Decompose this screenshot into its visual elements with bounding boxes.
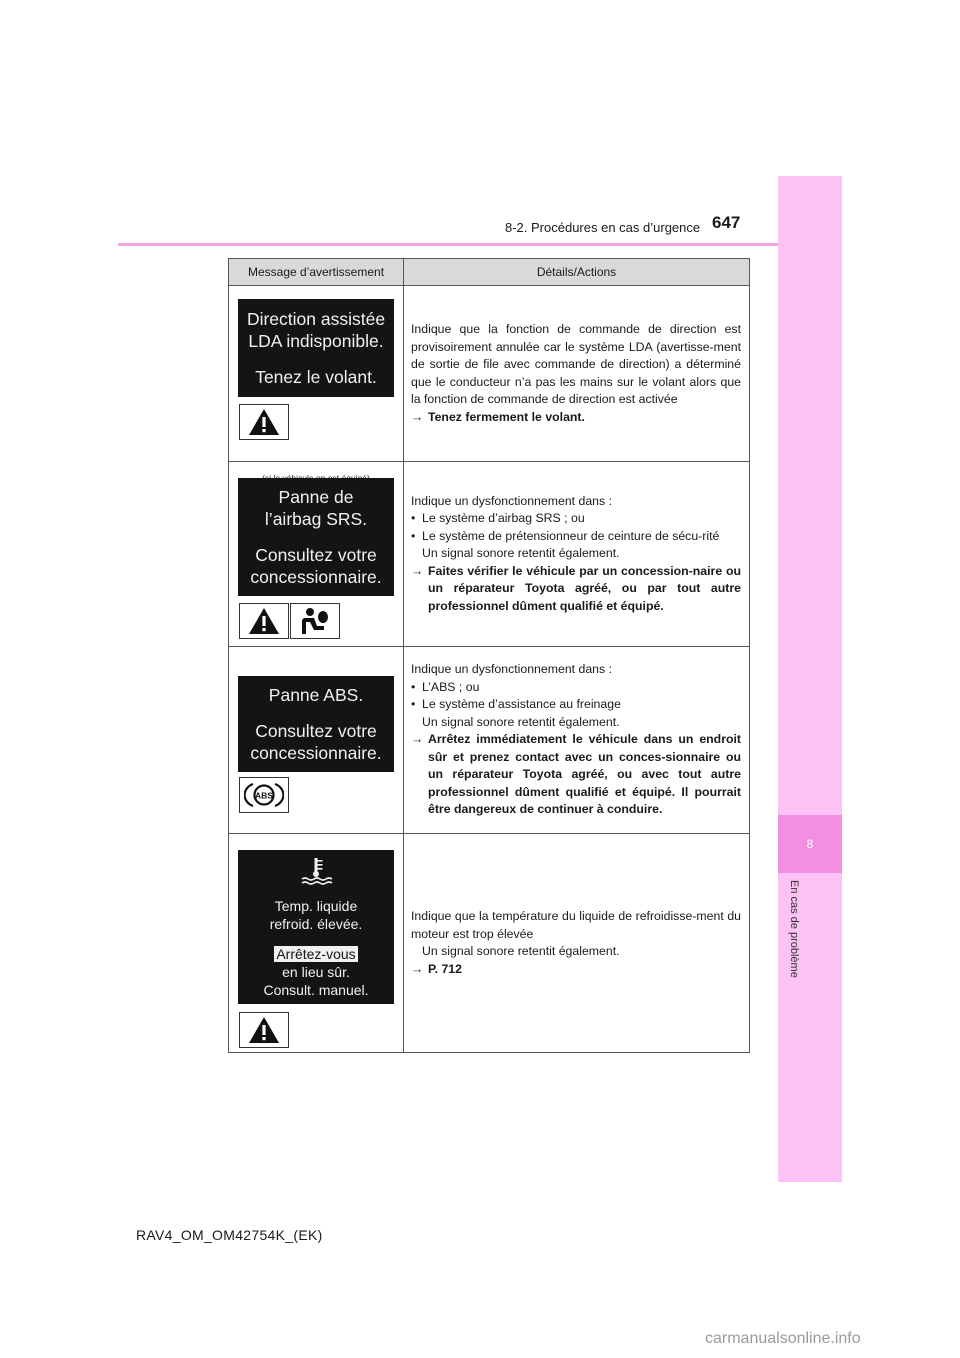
section-title: 8-2. Procédures en cas d’urgence — [505, 220, 701, 235]
side-tab-label: En cas de problème — [788, 880, 800, 978]
screen-line: Panne de — [278, 487, 354, 507]
screen-line: Consultez votre — [255, 545, 377, 565]
warning-table — [228, 258, 750, 1053]
display-screen — [238, 478, 394, 596]
table-header-row — [229, 259, 750, 286]
warning-triangle-icon — [239, 1012, 289, 1048]
svg-text:ABS: ABS — [255, 790, 273, 801]
display-screen — [238, 676, 394, 772]
screen-line: l’airbag SRS. — [264, 509, 368, 529]
extra-text: Un signal sonore retentit également. — [422, 714, 620, 729]
warning-triangle-icon — [239, 404, 289, 440]
list-item: • Le système d’assistance au freinage — [411, 697, 621, 712]
watermark: carmanualsonline.info — [705, 1330, 861, 1347]
screen-line: LDA indisponible. — [248, 331, 384, 351]
column-header-details: Détails/Actions — [404, 259, 750, 286]
table-row — [229, 834, 750, 1053]
arrow-icon: → — [411, 563, 424, 578]
screen-line: Direction assistée — [246, 309, 386, 329]
action-text: → Arrêtez immédiatement le véhicule dans un endroit sûr et prenez contact avec un conces-sionnaire ou un réparateur Toyota agréé, ou avec tout autre professionnel dûment qualifié et équipé. Il pourrait être dangereux de continuer à conduire. — [411, 731, 741, 819]
arrow-icon: → — [411, 732, 424, 747]
table-row — [229, 286, 750, 462]
table-row — [229, 647, 750, 834]
abs-icon — [239, 777, 289, 813]
screen-line: refroid. élevée. — [269, 915, 363, 932]
details-cell — [404, 834, 750, 1053]
message-cell — [229, 286, 404, 462]
list-item: • L’ABS ; ou — [411, 679, 480, 694]
header-rule — [118, 243, 842, 246]
arrow-icon: → — [411, 961, 424, 976]
extra-text: Un signal sonore retentit également. — [422, 546, 620, 561]
action-text: → Faites vérifier le véhicule par un concession-naire ou un réparateur Toyota agréé, ou par tout autre professionnel dûment qualifié et équipé. — [411, 563, 741, 616]
description-text: Indique que la température du liquide de refroidisse-ment du moteur est trop élevée — [411, 909, 741, 941]
description-text: Indique que la fonction de commande de direction est provisoirement annulée car le système LDA (avertisse-ment de sortie de file avec commande de direction) a déterminé que le conducteur n’a pas les mains sur le volant alors que la fonction de commande de direction est activée — [411, 322, 741, 406]
side-tab — [778, 176, 842, 1182]
coolant-temperature-icon — [298, 856, 334, 891]
screen-line: en lieu sûr. — [282, 963, 350, 980]
details-cell — [404, 462, 750, 647]
screen-line: Consult. manuel. — [263, 981, 369, 998]
message-cell — [229, 834, 404, 1053]
list-item: • Le système d’airbag SRS ; ou — [411, 511, 585, 526]
display-screen — [238, 850, 394, 1004]
screen-line: Consultez votre — [255, 721, 377, 741]
side-tab-number: 8 — [778, 815, 842, 873]
details-cell — [404, 647, 750, 834]
list-item: • Le système de prétensionneur de ceinture de sécu-rité — [411, 528, 720, 543]
message-cell — [229, 462, 404, 647]
extra-text: Un signal sonore retentit également. — [422, 944, 620, 958]
column-header-message: Message d’avertissement — [229, 259, 404, 286]
action-text: → Tenez fermement le volant. — [411, 409, 741, 427]
document-code: RAV4_OM_OM42754K_(EK) — [136, 1227, 323, 1243]
action-text: → P. 712 — [411, 961, 741, 979]
table-row — [229, 462, 750, 647]
page-number: 647 — [712, 213, 741, 232]
screen-line: Tenez le volant. — [255, 367, 377, 387]
screen-line: concessionnaire. — [250, 567, 382, 587]
screen-line: Temp. liquide — [274, 897, 358, 914]
warning-triangle-icon — [239, 603, 289, 639]
intro-text: Indique un dysfonctionnement dans : — [411, 493, 612, 508]
message-cell — [229, 647, 404, 834]
details-cell — [404, 286, 750, 462]
arrow-icon: → — [411, 409, 424, 424]
screen-line-highlighted: Arrêtez-vous — [276, 945, 356, 962]
screen-line: Panne ABS. — [268, 685, 364, 705]
screen-line: concessionnaire. — [250, 743, 382, 763]
airbag-icon — [290, 603, 340, 639]
intro-text: Indique un dysfonctionnement dans : — [411, 662, 612, 677]
display-screen — [238, 299, 394, 397]
